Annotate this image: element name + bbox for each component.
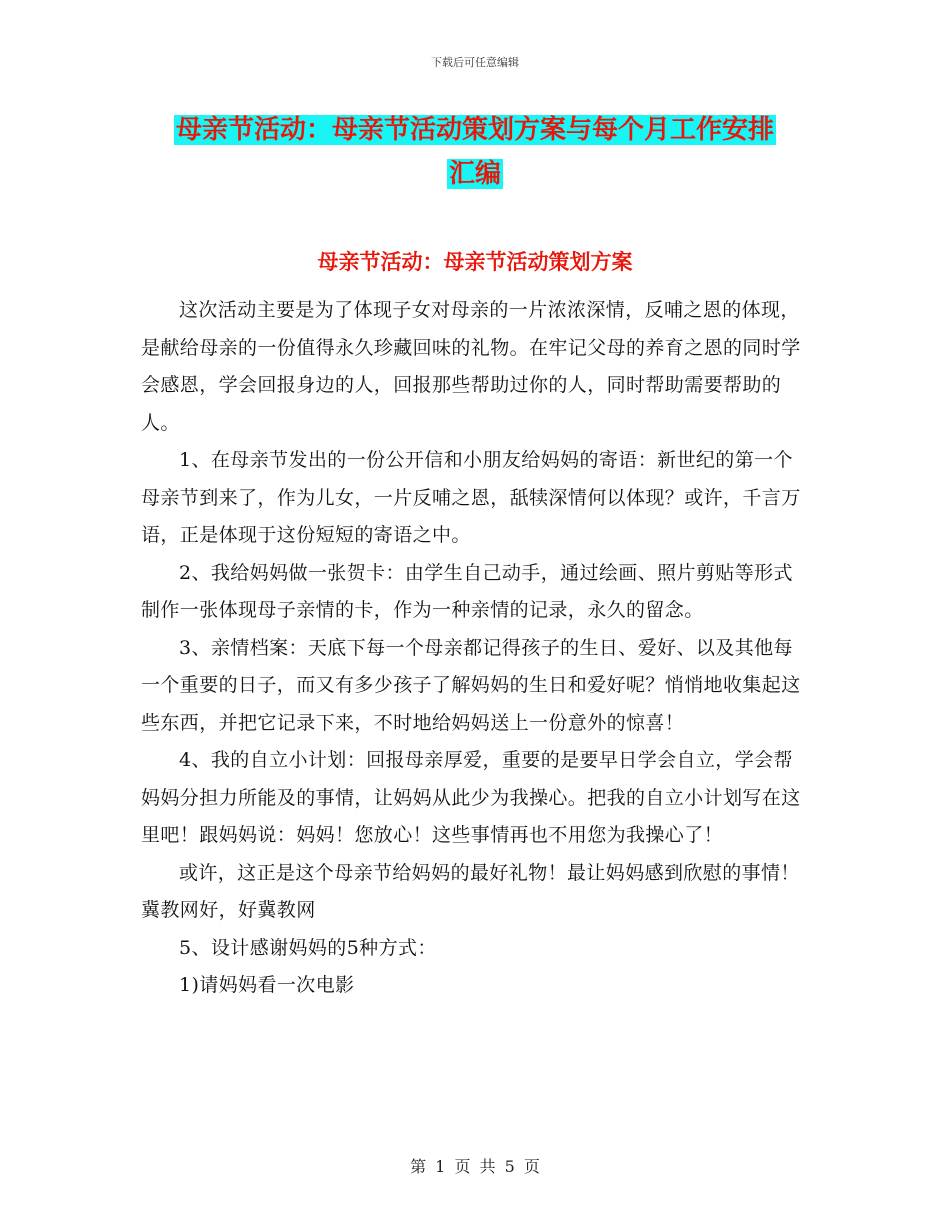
paragraph-item-3: 3、亲情档案：天底下每一个母亲都记得孩子的生日、爱好、以及其他每一个重要的日子，而又有多少孩子了解妈妈的生日和爱好呢？悄悄地收集起这些东西，并把它记录下来，不时地给妈妈送上一份意外的惊喜！ xyxy=(141,636,801,734)
document-title xyxy=(140,108,810,196)
page-header-note: 下载后可任意编辑 xyxy=(431,56,519,69)
paragraph-item-1: 1、在母亲节发出的一份公开信和小朋友给妈妈的寄语：新世纪的第一个母亲节到来了，作为儿女，一片反哺之恩，舐犊深情何以体现？或许，千言万语，正是体现于这份短短的寄语之中。 xyxy=(141,449,801,546)
paragraph-gift-note: 或许，这正是这个母亲节给妈妈的最好礼物！最让妈妈感到欣慰的事情！ 冀教网好，好冀教网 xyxy=(141,861,800,921)
paragraph-intro: 这次活动主要是为了体现子女对母亲的一片浓浓深情，反哺之恩的体现，是献给母亲的一份值得永久珍藏回味的礼物。在牢记父母的养育之恩的同时学会感恩，学会回报身边的人，回报那些帮助过你的人，同时帮助需要帮助的人。 xyxy=(141,299,801,434)
document-title-line2: 汇编 xyxy=(448,159,501,189)
paragraph-item-5: 5、设计感谢妈妈的5种方式： xyxy=(179,936,437,959)
section-title: 母亲节活动：母亲节活动策划方案 xyxy=(317,250,633,274)
page-footer: 第 1 页 共 5 页 xyxy=(410,1157,540,1176)
document-title-line1: 母亲节活动：母亲节活动策划方案与每个月工作安排 xyxy=(175,115,774,145)
paragraph-subitem-1: 1)请妈妈看一次电影 xyxy=(179,974,355,996)
document-body xyxy=(141,292,811,1005)
paragraph-item-2: 2、我给妈妈做一张贺卡：由学生自己动手，通过绘画、照片剪贴等形式制作一张体现母子亲情的卡，作为一种亲情的记录，永久的留念。 xyxy=(141,561,793,621)
paragraph-item-4: 4、我的自立小计划：回报母亲厚爱，重要的是要早日学会自立，学会帮妈妈分担力所能及的事情，让妈妈从此少为我操心。把我的自立小计划写在这里吧！跟妈妈说：妈妈！您放心！这些事情再也不用您为我操心了！ xyxy=(141,749,801,846)
